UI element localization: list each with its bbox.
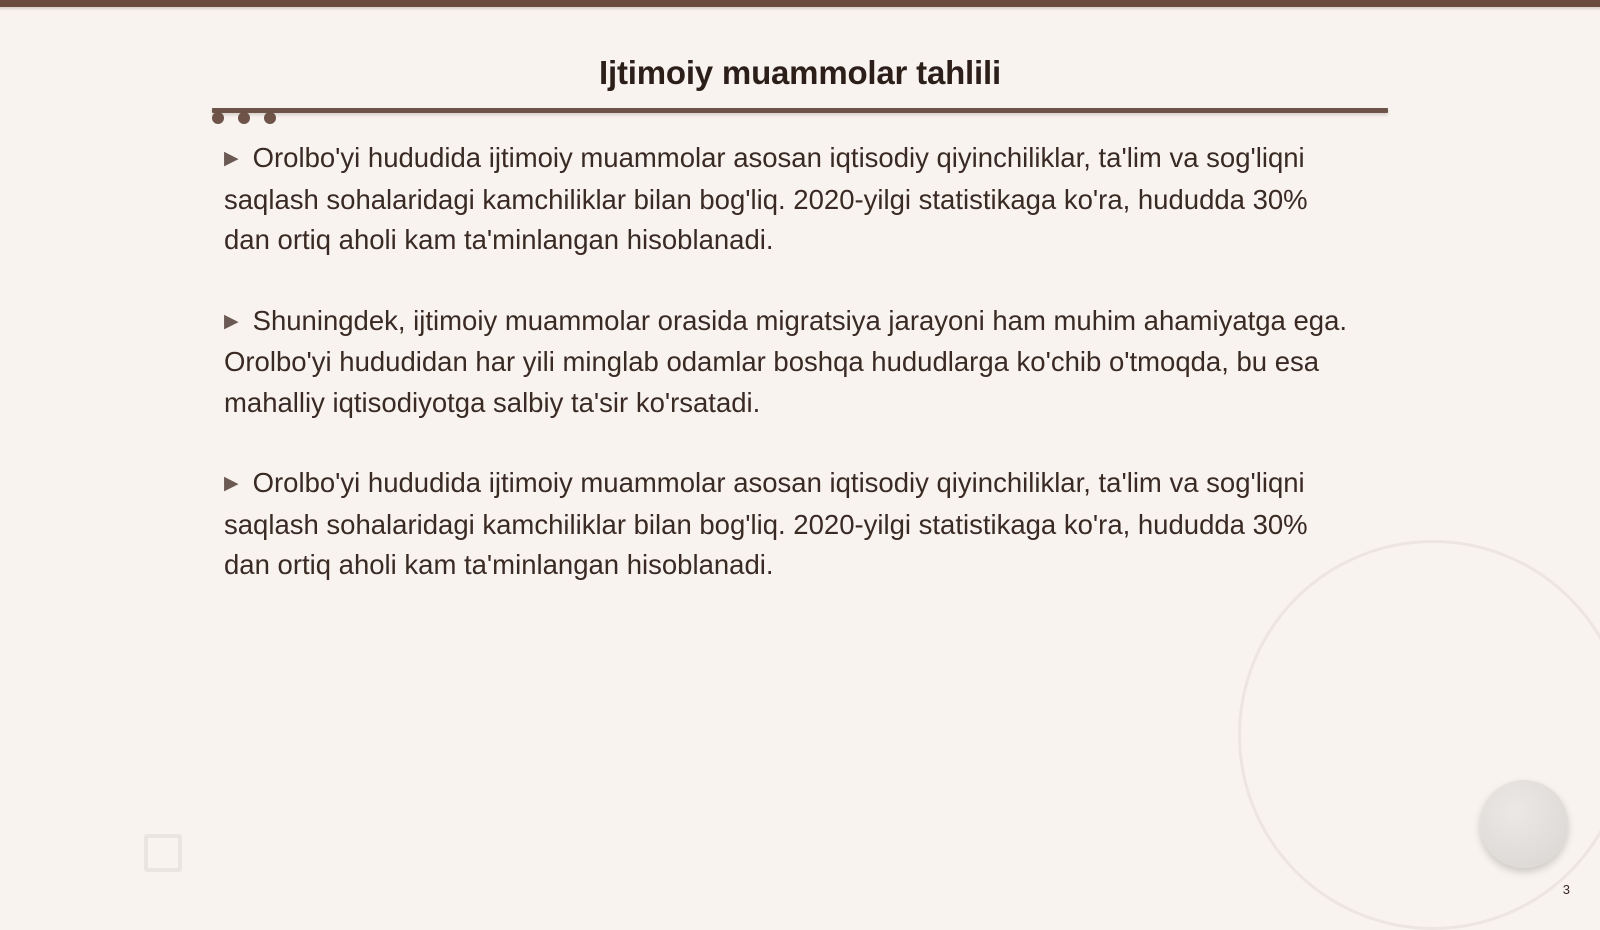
triangle-bullet-icon: ▶ [224,148,239,169]
divider-dot [212,112,224,124]
bullet-paragraph [224,138,1354,261]
top-accent-bar [0,0,1600,7]
divider-dot [238,112,250,124]
decorative-ring [1238,540,1600,930]
top-accent-shadow [0,7,1600,11]
bullet-paragraph [224,463,1354,586]
triangle-bullet-icon: ▶ [224,473,239,494]
bullet-text: Orolbo'yi hududida ijtimoiy muammolar asosan iqtisodiy qiyinchiliklar, ta'lim va sog'liqni saqlash sohalaridagi kamchiliklar bilan bog'liq. 2020-yilgi statistikaga ko'ra, hududda 30% dan ortiq aholi kam ta'minlangan hisoblanadi. [224,142,1308,255]
triangle-bullet-icon: ▶ [224,310,239,332]
bullet-text: Orolbo'yi hududida ijtimoiy muammolar asosan iqtisodiy qiyinchiliklar, ta'lim va sog'liqni saqlash sohalaridagi kamchiliklar bilan bog'liq. 2020-yilgi statistikaga ko'ra, hududda 30% dan ortiq aholi kam ta'minlangan hisoblanadi. [224,467,1308,580]
title-divider [212,108,1388,113]
slide-title: Ijtimoiy muammolar tahlili [599,54,1001,91]
bullet-text: Shuningdek, ijtimoiy muammolar orasida migratsiya jarayoni ham muhim ahamiyatga ega. Orolbo'yi hududidan har yili minglab odamlar boshqa hududlarga ko'chib o'tmoqda, bu esa mahalliy iqtisodiyotga salbiy ta'sir ko'rsatadi. [224,304,1347,418]
slide-body [224,138,1354,626]
slide-number: 3 [1562,882,1570,897]
decorative-ball [1480,780,1568,868]
divider-dot [264,112,276,124]
decorative-square [144,834,182,872]
bullet-paragraph [224,301,1354,424]
